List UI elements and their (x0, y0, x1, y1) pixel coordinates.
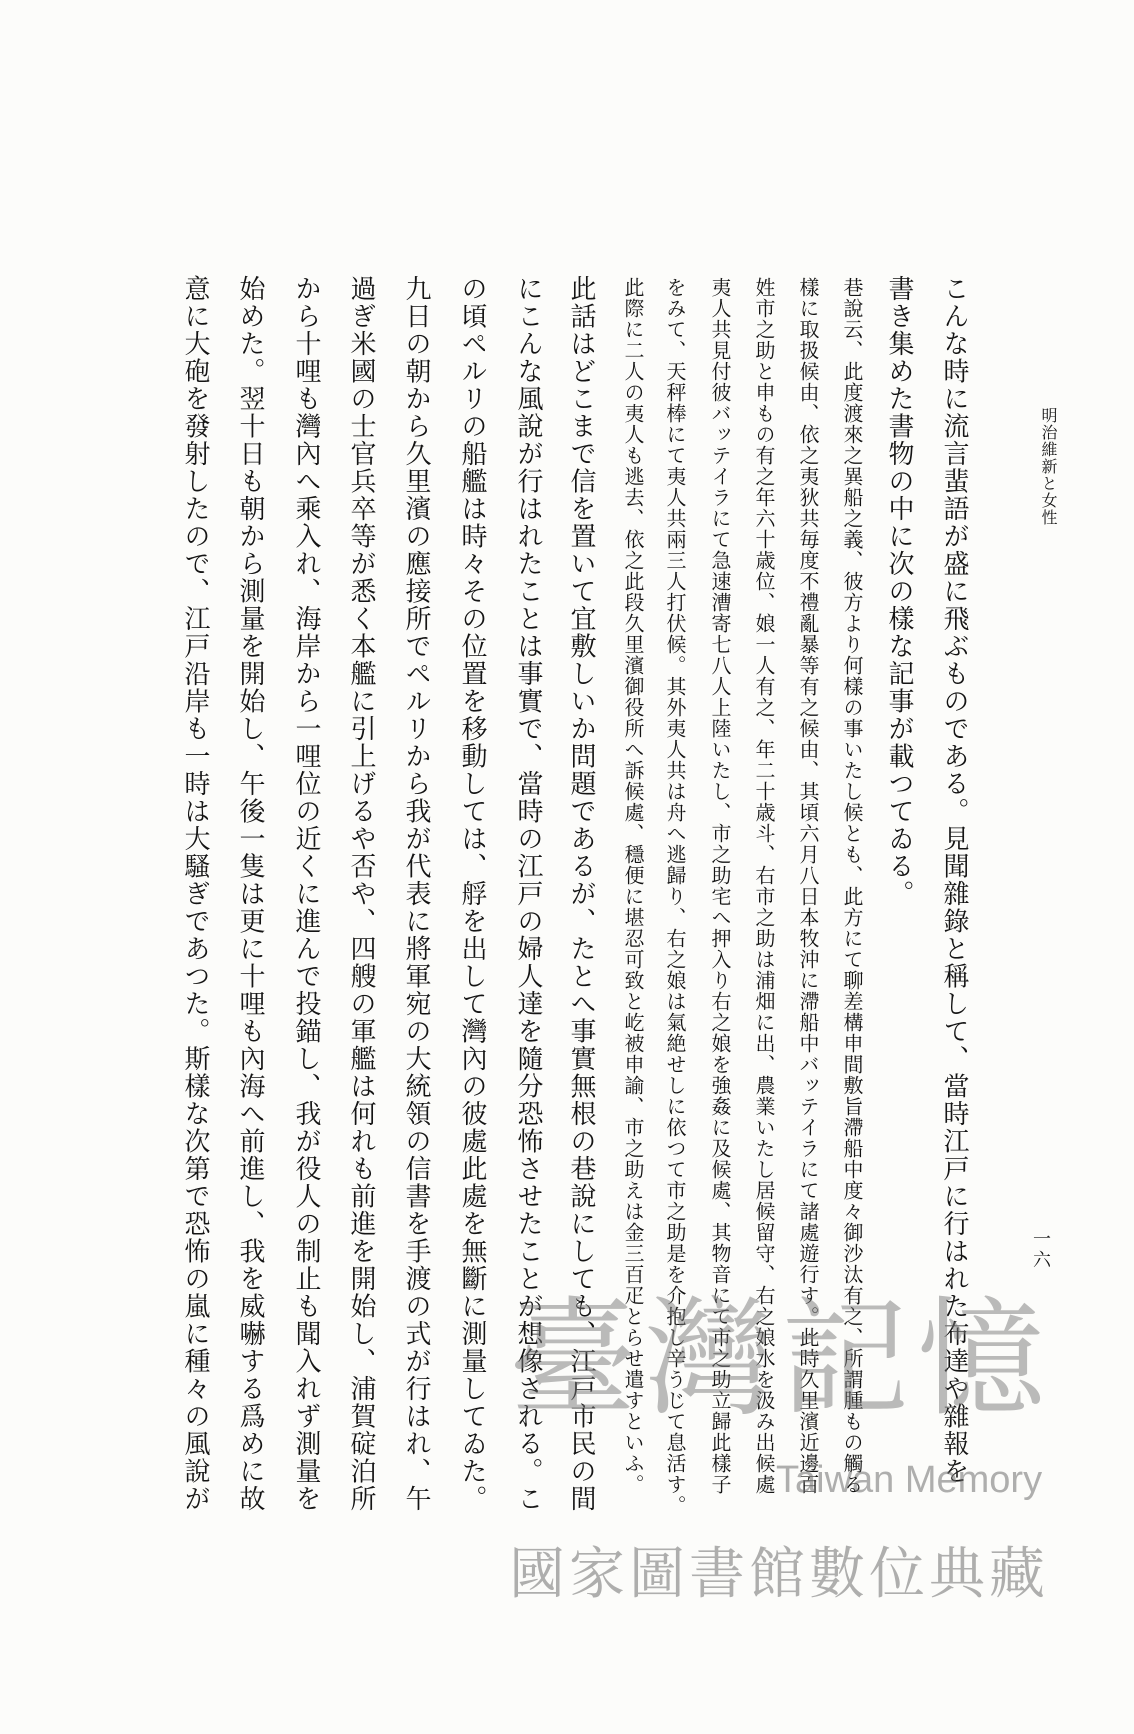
quotation-column: 此際に二人の夷人も逃去、依之此段久里濱御役所へ訴候處、穩便に堪忍可致と屹被申諭、市之助えは金三百疋とらせ遣すといふ。 (621, 277, 645, 1495)
text-column: 九日の朝から久里濱の應接所でペルリから我が代表に將軍宛の大統領の信書を手渡の式が行はれ、午 (401, 275, 431, 1513)
quotation-column: をみて、天秤棒にて夷人共兩三人打伏候。其外夷人共は舟へ逃歸り、右之娘は氣絶せしに依つて市之助是を介抱し辛うじて息活す。 (663, 277, 687, 1516)
watermark-english: Taiwan Memory (776, 1459, 1043, 1501)
text-column: から十哩も灣內へ乘入れ、海岸から一哩位の近くに進んで投錨し、我が役人の制止も聞入れず測量を (291, 275, 321, 1513)
watermark-logo: 臺灣記憶 (509, 1285, 1054, 1434)
quotation-column: 巷說云、此度渡來之異船之義、彼方より何樣の事いたし候とも、此方にて聊差構申間敷旨滯船中度々御沙汰有之、所謂腫もの觸る (840, 277, 864, 1495)
running-header-title: 明治維新と女性 (1039, 407, 1058, 526)
text-column: にこんな風說が行はれたことは事實で、當時の江戸の婦人達を隨分恐怖させたことが想像される。こ (513, 275, 543, 1513)
quotation-column: 夷人共見付彼バッテイラにて急速漕寄七八人上陸いたし、市之助宅へ押入り右之娘を強姦に及候處、其物音にて市之助立歸此樣子 (708, 277, 732, 1495)
text-column: の頃ペルリの船艦は時々その位置を移動しては、艀を出して灣內の彼處此處を無斷に測量してゐた。 (457, 275, 487, 1513)
quotation-column: 樣に取扱候由、依之夷狄共毎度不禮亂暴等有之候由、其頃六月八日本牧沖に滯船中バッテイラにて諸處遊行す。此時久里濱近邊百 (796, 277, 820, 1495)
text-column: 此話はどこまで信を置いて宜敷しいか問題であるが、たとへ事實無根の巷說にしても、江戸市民の間 (566, 275, 596, 1513)
text-column: 書き集めた書物の中に次の樣な記事が載つてゐる。 (884, 275, 914, 908)
page-number: 一六 (1030, 1229, 1051, 1271)
watermark-institution: 國家圖書館數位典藏 (509, 1542, 1049, 1607)
text-column: 意に大砲を發射したので、江戸沿岸も一時は大騷ぎであつた。斯樣な次第で恐怖の嵐に種々の風說が (180, 275, 210, 1513)
text-column: 始めた。翌十日も朝から測量を開始し、午後一隻は更に十哩も內海へ前進し、我を威嚇する爲めに故 (235, 275, 265, 1513)
text-column: 過ぎ米國の士官兵卒等が悉く本艦に引上げるや否や、四艘の軍艦は何れも前進を開始し、浦賀碇泊所 (346, 275, 376, 1513)
text-column: こんな時に流言蜚語が盛に飛ぶものである。見聞雜錄と稱して、當時江戸に行はれた布達や雜報を (939, 275, 969, 1485)
quotation-column: 姓市之助と申もの有之年六十歳位、娘一人有之、年二十歳斗、右市之助は浦畑に出、農業いたし居候留守、右之娘水を汲み出候處 (752, 277, 776, 1495)
